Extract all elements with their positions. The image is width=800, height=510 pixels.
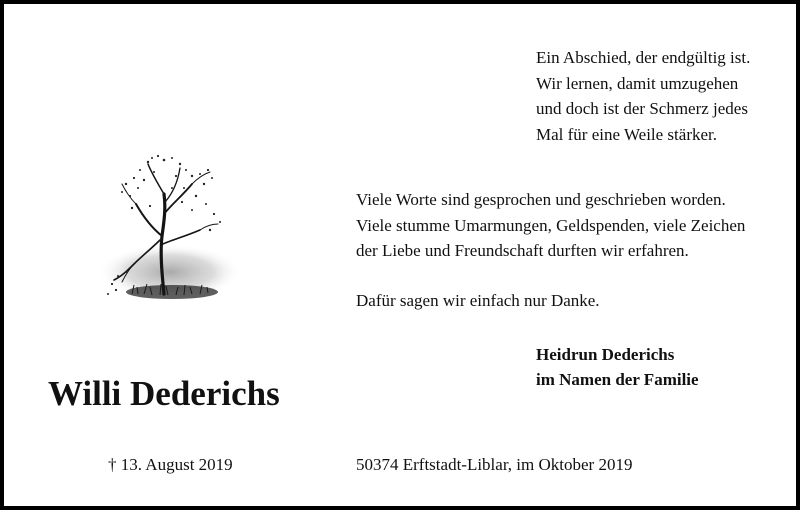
poem-line-2: Wir lernen, damit umzugehen xyxy=(536,73,739,93)
signature-name: Heidrun Dederichs xyxy=(536,345,675,364)
poem-line-3: und doch ist der Schmerz jedes xyxy=(536,99,748,118)
thanks-block xyxy=(356,187,745,264)
thanks-line-1: Viele Worte sind gesprochen und geschrieben worden. xyxy=(356,190,726,209)
poem-line-1: Ein Abschied, der endgültig ist. xyxy=(536,48,751,67)
death-date: † 13. August 2019 xyxy=(108,455,233,474)
poem-line-4: Mal für eine Weile stärker. xyxy=(536,124,717,144)
tree-illustration-icon xyxy=(92,144,252,314)
closing-line: Dafür sagen wir einfach nur Danke. xyxy=(356,291,600,310)
deceased-name: Willi Dederichs xyxy=(48,374,280,413)
thanks-line-3: der Liebe und Freundschaft durften wir erfahren. xyxy=(356,241,689,260)
poem-block xyxy=(536,45,750,147)
signature-family: im Namen der Familie xyxy=(536,370,699,389)
thanks-line-2: Viele stumme Umarmungen, Geldspenden, viele Zeichen xyxy=(356,215,746,235)
place-date: 50374 Erftstadt-Liblar, im Oktober 2019 xyxy=(356,455,633,474)
signature-block xyxy=(536,342,699,392)
